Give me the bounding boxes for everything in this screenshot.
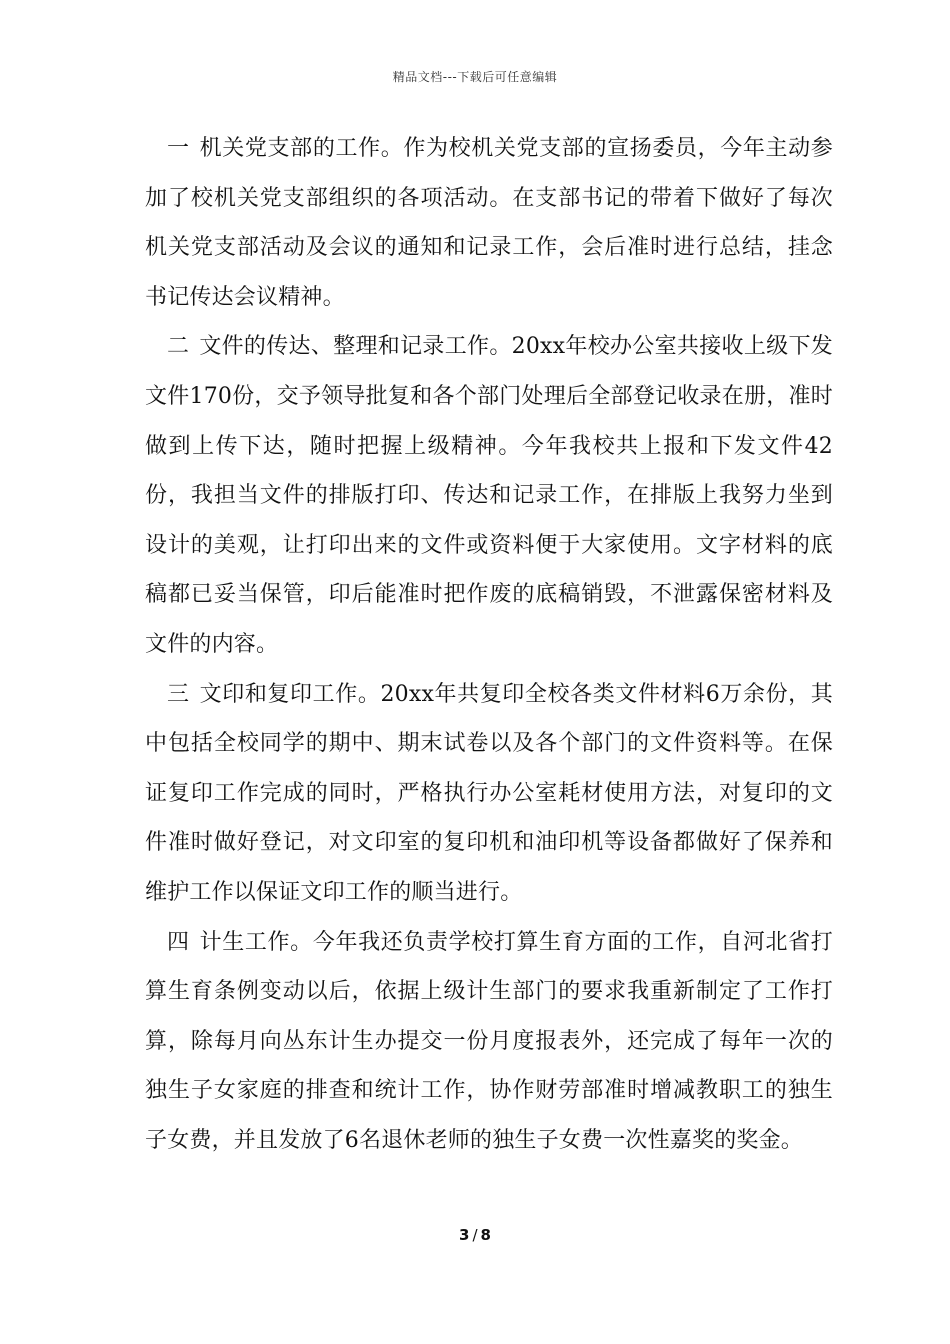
paragraph-number: 四 [167,929,190,955]
paragraph-4 [145,918,833,1166]
total-pages: 8 [480,1226,491,1244]
page-separator: / [472,1226,478,1244]
page-header: 精品文档---下载后可任意编辑 [392,70,558,84]
paragraph-2 [145,322,833,669]
paragraph-1 [145,124,833,322]
document-body [145,124,833,1165]
paragraph-number: 一 [167,136,190,161]
paragraph-number: 三 [167,681,190,707]
paragraph-text: 计生工作。今年我还负责学校打算生育方面的工作，自河北省打算生育条例变动以后，依据上级计生部门的要求我重新制定了工作打算，除每月向丛东计生办提交一份月度报表外，还完成了每年一次的独生子女家庭的排查和统计工作，协作财劳部准时增减教职工的独生子女费，并且发放了6名退休老师的独生子女费一次性嘉奖的奖金。 [145,929,833,1153]
current-page: 3 [459,1226,470,1244]
page-number [0,1226,950,1244]
paragraph-text: 文件的传达、整理和记录工作。20xx年校办公室共接收上级下发文件170份，交予领导批复和各个部门处理后全部登记收录在册，准时做到上传下达，随时把握上级精神。今年我校共上报和下发文件42份，我担当文件的排版打印、传达和记录工作，在排版上我努力坐到设计的美观，让打印出来的文件或资料便于大家使用。文字材料的底稿都已妥当保管，印后能准时把作废的底稿销毁，不泄露保密材料及文件的内容。 [145,334,833,657]
paragraph-text: 机关党支部的工作。作为校机关党支部的宣扬委员，今年主动参加了校机关党支部组织的各项活动。在支部书记的带着下做好了每次机关党支部活动及会议的通知和记录工作，会后准时进行总结，挂念书记传达会议精神。 [145,136,833,310]
paragraph-3 [145,670,833,918]
paragraph-number: 二 [167,334,190,360]
paragraph-text: 文印和复印工作。20xx年共复印全校各类文件材料6万余份，其中包括全校同学的期中、期末试卷以及各个部门的文件资料等。在保证复印工作完成的同时，严格执行办公室耗材使用方法，对复印的文件准时做好登记，对文印室的复印机和油印机等设备都做好了保养和维护工作以保证文印工作的顺当进行。 [145,681,833,905]
